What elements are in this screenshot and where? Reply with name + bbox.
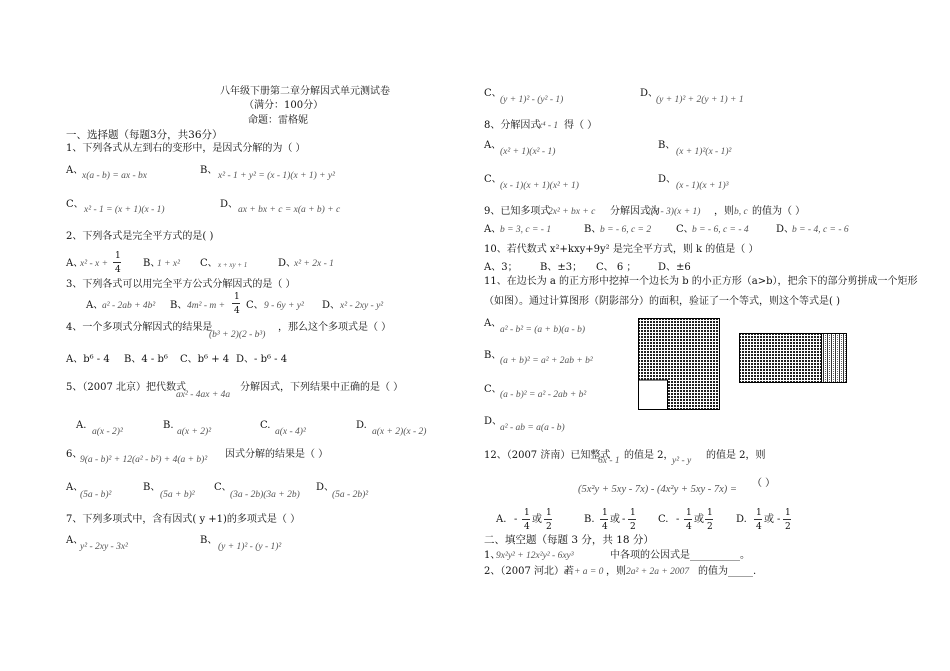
q11-option-a-expr: a² - b² = (a + b)(a - b) [500,325,585,335]
q12-a-frac2-bar [544,519,552,520]
q7-option-a-label: A、 [66,535,84,546]
q8-option-d-expr: (x - 1)(x + 1)³ [676,181,729,191]
page-title: 八年级下册第二章分解因式单元测试卷 [220,86,390,97]
q12-option-a-or: 或 [532,514,542,525]
q12-c-frac2-den: 2 [707,522,713,532]
q12-b-frac2-den: 2 [630,522,636,532]
q5-option-c-expr: a(x - 4)² [275,427,306,437]
s2-q1-expr: 9x²y² + 12x²y² - 6xy³ [496,551,574,561]
q3-option-b-expr: 4m² - m + [187,301,226,311]
q6-stem-pre: 6、 [66,449,83,460]
q3-option-c-expr: 9 - 6y + y² [264,301,304,311]
q11-option-c-label: C、 [484,384,502,395]
q11-option-a-label: A、 [484,318,502,329]
q12-a-frac1-den: 4 [524,522,530,532]
s2-q2-mid: ，则 [606,566,626,577]
q8-stem-a: 8、分解因式 [484,120,541,131]
q5-option-d-expr: a(x + 2)(x - 2) [372,427,427,437]
q1-option-b-expr: x² - 1 + y² = (x - 1)(x + 1) + y² [218,171,336,181]
q9-option-a-expr: b = 3, c = - 1 [500,225,552,235]
q12-b-frac1-den: 4 [602,522,608,532]
q5-option-b-label: B. [163,420,174,431]
q3-option-d-expr: x² - 2xy - y² [340,301,384,311]
q11-stem-1: 11、在边长为 a 的正方形中挖掉一个边长为 b 的小正方形（a>b），把余下的部分剪拼成一个矩形 [484,276,918,287]
q9-stem-expr3: b, c [734,207,748,217]
q7-option-d-label: D、 [640,88,659,99]
q12-option-c-minus: - [676,514,680,525]
q12-c-frac2-num: 1 [707,508,713,518]
q9-option-c-label: C、 [676,224,694,235]
q6-option-c-label: C、 [214,482,232,493]
q10-option-a: A、3； [484,262,518,273]
q1-stem: 1、下列各式从左到右的变形中，是因式分解的为（ ） [66,143,306,154]
q12-a-frac2-num: 1 [546,508,552,518]
q6-option-d-expr: (5a - 2b)² [332,490,369,500]
q4-option-a: A、b⁶ - 4 [66,354,110,365]
q5-stem-expr: ax² - 4ax + 4a [176,390,231,400]
q12-b-frac1-num: 1 [602,508,608,518]
q2-frac-bar [113,262,121,263]
q10-option-c: C、 6 ； [596,262,637,273]
s2-q1-post: 中各项的公因式是__________。 [610,550,750,561]
q1-option-b-label: B、 [200,165,218,176]
q9-option-d-label: D、 [776,224,795,235]
q2-option-d-expr: x² + 2x - 1 [294,259,334,269]
q2-option-c-expr: x + xy + 1 [218,261,248,269]
q12-c-frac1-num: 1 [686,508,692,518]
q12-c-frac1-den: 4 [686,522,692,532]
q12-option-b-label: B. [584,514,595,525]
s2-q2-expr2: 2a² + 2a + 2007 [626,567,690,577]
q7-option-a-expr: y² - 2xy - 3x² [80,542,128,552]
q12-option-d-or: 或 [764,514,774,525]
q12-option-a-label: A. [496,514,507,525]
q1-option-a-label: A、 [66,165,84,176]
full-score: （满分：100分） [244,100,324,111]
q12-stem-c: 的值是 2，则 [706,450,766,461]
s2-q1-pre: 1、 [484,550,501,561]
s2-q2-post: 的值为_____. [698,566,757,577]
q4-option-b: B、4 - b⁶ [124,354,168,365]
q12-option-d-minus: - [777,514,781,525]
q12-option-c-or: 或 [694,514,704,525]
q9-option-c-expr: b = - 6, c = - 4 [692,225,749,235]
q12-stem-a: 12、（2007 济南）已知整式 [484,450,611,461]
q5-stem-b: 分解因式，下列结果中正确的是（ ） [240,382,404,393]
q12-option-b-or: 或 [610,514,620,525]
s2-q2-expr1: a² + a = 0 [564,567,604,577]
q12-c-frac1-bar [684,519,692,520]
q11-option-b-label: B、 [484,350,502,361]
q11-square-figure [638,318,720,410]
q6-option-a-expr: (5a - b)² [80,490,112,500]
q2-option-c-label: C、 [200,258,218,269]
q5-option-a-label: A. [76,420,87,431]
q9-stem-d: 的值为（ ） [752,206,806,217]
q7-option-b-label: B、 [200,535,218,546]
q2-option-b-expr: 1 + x² [157,259,180,269]
q8-option-b-expr: (x + 1)²(x - 1)² [676,147,732,157]
q12-b-frac2-num: 1 [630,508,636,518]
q12-a-frac1-num: 1 [524,508,530,518]
q5-option-b-expr: a(x + 2)² [177,427,212,437]
q9-stem-expr1: 2x² + bx + c [548,207,596,217]
q9-stem-c: ，则 [714,206,734,217]
q1-option-a-expr: x(a - b) = ax - bx [82,171,147,181]
q12-c-frac2-bar [705,519,713,520]
q1-option-c-expr: x² - 1 = (x + 1)(x - 1) [84,205,165,215]
q8-stem-expr: x⁴ - 1 [538,121,559,131]
q6-option-d-label: D、 [316,482,335,493]
q12-option-a-minus: - [514,514,518,525]
q8-option-a-expr: (x² + 1)(x² - 1) [500,147,556,157]
q4-option-d: D、- b⁶ - 4 [236,354,288,365]
q3-frac-bar [232,303,240,304]
q3-option-b-label: B、 [170,300,188,311]
q4-stem-b: ，那么这个多项式是（ ） [278,322,392,333]
q5-stem-a: 5、（2007 北京）把代数式 [66,382,186,393]
q12-bracket: （ ） [752,478,776,489]
q2-option-b-label: B、 [143,258,161,269]
q6-stem-expr: 9(a - b)² + 12(a² - b²) + 4(a + b)² [80,455,208,465]
q12-b-frac1-bar [600,519,608,520]
q3-frac-den: 4 [234,306,240,316]
q6-option-b-label: B、 [143,482,161,493]
q4-stem-a: 4、一个多项式分解因式的结果是 [66,322,213,333]
q12-option-d-label: D. [736,514,747,525]
q9-stem-a: 9、已知多项式 [484,206,551,217]
q1-option-d-label: D、 [220,199,239,210]
q12-main-expr: (5x²y + 5xy - 7x) - (4x²y + 5xy - 7x) = [578,484,738,495]
q12-a-frac2-den: 2 [546,522,552,532]
q1-option-c-label: C、 [66,199,84,210]
section1-title: 一、选择题（每题3分，共36分） [66,129,223,141]
q12-b-frac2-bar [628,519,636,520]
q3-option-d-label: D、 [322,300,341,311]
q5-option-a-expr: a(x - 2)² [92,427,123,437]
q7-option-c-expr: (y + 1)² - (y² - 1) [500,95,564,105]
q6-option-a-label: A、 [66,482,84,493]
q3-option-c-label: C、 [246,300,264,311]
q12-d-frac2-bar [783,519,791,520]
q8-option-a-label: A、 [484,140,502,151]
q2-frac-num: 1 [115,251,121,261]
q8-option-d-label: D、 [658,174,677,185]
q4-stem-expr: (b³ + 2)(2 - b³) [209,330,266,340]
q12-d-frac1-bar [754,519,762,520]
q5-option-c-label: C. [260,420,271,431]
q3-frac-num: 1 [234,292,240,302]
q12-d-frac2-den: 2 [785,522,791,532]
q9-option-b-label: B、 [584,224,602,235]
q3-option-a-label: A、 [86,300,104,311]
q2-stem: 2、下列各式是完全平方式的是( ) [66,231,214,242]
q2-frac-den: 4 [115,265,121,275]
author: 命题：雷格妮 [248,115,308,126]
q2-option-a-expr: x² - x + [80,259,108,269]
q5-option-d-label: D. [356,420,367,431]
q7-stem: 7、下列多项式中，含有因式( y +1)的多项式是（ ） [66,514,301,525]
q9-option-d-expr: b = - 4, c = - 6 [792,225,849,235]
q11-stem-2: （如图）。通过计算图形（阴影部分）的面积，验证了一个等式，则这个等式是( ) [484,296,840,307]
q12-stem-b: 的值是 2， [624,450,674,461]
section2-title: 二、填空题（每题 3 分，共 18 分） [484,534,654,546]
q6-option-b-expr: (5a + b)² [160,490,195,500]
q11-rectangle-figure [739,333,847,383]
q2-option-d-label: D、 [278,258,297,269]
q10-stem: 10、若代数式 x²+kxy+9y² 是完全平方式，则 k 的值是（ ） [484,244,759,255]
q6-option-c-expr: (3a - 2b)(3a + 2b) [230,490,300,500]
q3-stem: 3、下列各式可以用完全平方公式分解因式的是（ ） [66,279,296,290]
q12-d-frac1-num: 1 [756,508,762,518]
q11-option-d-expr: a² - ab = a(a - b) [500,423,565,433]
q11-option-b-expr: (a + b)² = a² + 2ab + b² [500,356,593,366]
q12-d-frac2-num: 1 [785,508,791,518]
q9-option-a-label: A、 [484,224,502,235]
q4-option-c: C、b⁶ + 4 [180,354,230,365]
q2-option-a-label: A、 [66,258,84,269]
q9-stem-b: 分解因式为 [610,206,660,217]
q12-option-c-label: C. [658,514,669,525]
q6-stem-b: 因式分解的结果是（ ） [225,449,329,460]
q11-option-d-label: D、 [484,416,503,427]
q8-option-b-label: B、 [658,140,676,151]
q12-d-frac1-den: 4 [756,522,762,532]
q11-option-c-expr: (a - b)² = a² - 2ab + b² [500,390,587,400]
q7-option-b-expr: (y + 1)² - (y - 1)² [218,542,282,552]
q9-stem-expr2: 2(x - 3)(x + 1) [646,207,701,217]
q12-option-b-minus: - [622,514,626,525]
q7-option-d-expr: (y + 1)² + 2(y + 1) + 1 [656,95,744,105]
q7-option-c-label: C、 [484,88,502,99]
s2-q2-pre: 2、（2007 河北）若 [484,566,574,577]
q12-a-frac1-bar [522,519,530,520]
q1-option-d-expr: ax + bx + c = x(a + b) + c [238,205,341,215]
q8-option-c-label: C、 [484,174,502,185]
q12-stem-expr1: 6x - 1 [598,456,620,466]
q8-option-c-expr: (x - 1)(x + 1)(x² + 1) [500,181,579,191]
q3-option-a-expr: a² - 2ab + 4b² [102,301,156,311]
q8-stem-b: 得（ ） [564,120,598,131]
q10-option-b: B、±3； [540,262,583,273]
q10-option-d: D、±6 [658,262,691,273]
q12-stem-expr2: y² - y [672,456,692,466]
q9-option-b-expr: b = - 6, c = 2 [600,225,652,235]
